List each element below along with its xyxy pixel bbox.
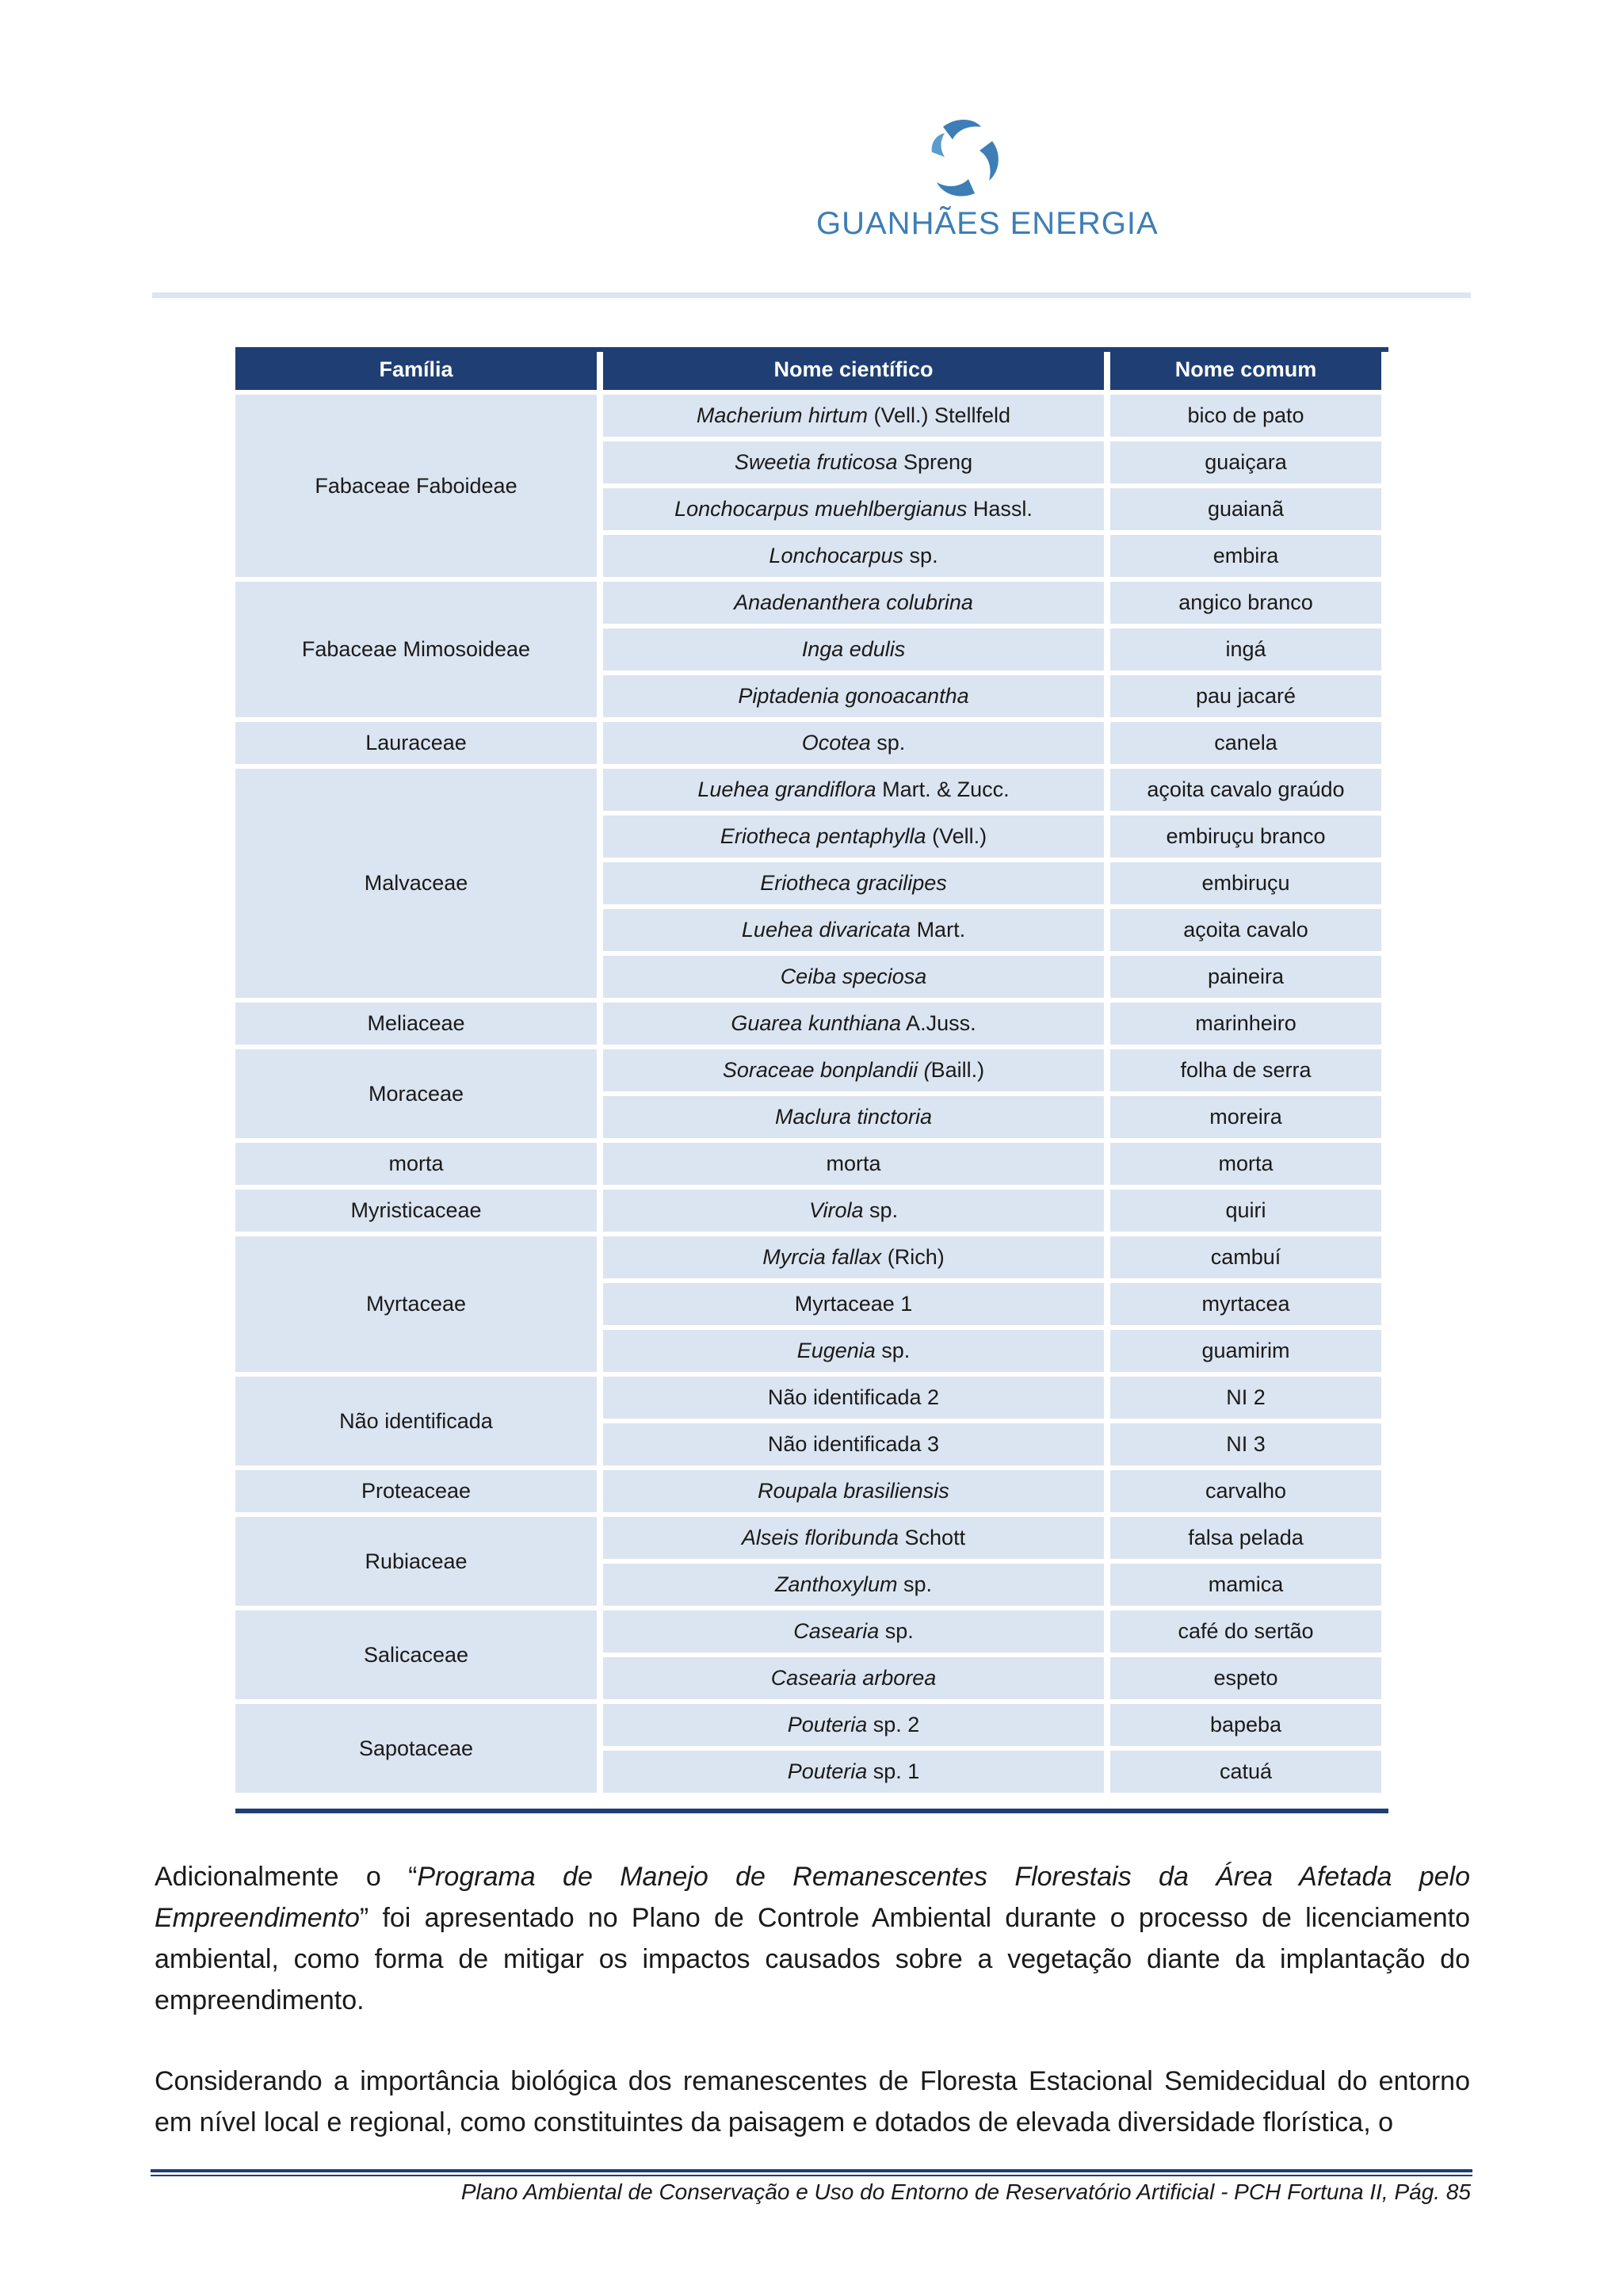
scientific-name-cell	[603, 1283, 1104, 1325]
common-name-cell: bapeba	[1110, 1704, 1381, 1746]
scientific-name-cell	[603, 1049, 1104, 1091]
scientific-name-italic: Ceiba speciosa	[780, 965, 927, 988]
table-row	[235, 1470, 1381, 1512]
scientific-name-author: sp.	[875, 1339, 911, 1362]
scientific-name-italic: Myrcia fallax	[762, 1245, 882, 1269]
scientific-name-author: (Vell.)	[926, 824, 987, 848]
family-cell: Fabaceae Mimosoideae	[235, 582, 597, 717]
table-row	[235, 395, 1381, 437]
footer-document-title: Plano Ambiental de Conservação e Uso do Entorno de Reservatório Artificial - PCH Fortuna II, Pág. 85	[460, 2179, 1471, 2204]
family-cell: Salicaceae	[235, 1610, 597, 1699]
scientific-name-author: sp.	[863, 1198, 899, 1222]
header-divider	[152, 292, 1471, 298]
footer-divider-thin	[151, 2175, 1472, 2176]
table-body	[235, 395, 1381, 1793]
program-title: Programa de Manejo de Remanescentes Florestais da Área Afetada pelo Empreendimento	[155, 1862, 1470, 1933]
scientific-name-author: (Vell.) Stellfeld	[867, 403, 1011, 427]
family-cell: Moraceae	[235, 1049, 597, 1138]
common-name-cell: guamirim	[1110, 1330, 1381, 1372]
scientific-name-cell	[603, 1423, 1104, 1465]
scientific-name-author: Não identificada 3	[767, 1432, 940, 1456]
table-row	[235, 582, 1381, 624]
scientific-name-cell	[603, 675, 1104, 717]
common-name-cell: folha de serra	[1110, 1049, 1381, 1091]
scientific-name-italic: Casearia	[793, 1619, 880, 1643]
scientific-name-cell	[603, 535, 1104, 577]
paragraph-program-start: Adicionalmente o “	[155, 1862, 418, 1892]
scientific-name-italic: Virola	[808, 1198, 864, 1222]
common-name-cell: NI 2	[1110, 1377, 1381, 1419]
column-header-family: Família	[235, 349, 597, 390]
paragraph-program	[155, 1856, 1470, 2021]
scientific-name-cell	[603, 816, 1104, 858]
table-row	[235, 1236, 1381, 1278]
common-name-cell: cambuí	[1110, 1236, 1381, 1278]
common-name-cell: embiruçu branco	[1110, 816, 1381, 858]
family-cell: Fabaceae Faboideae	[235, 395, 597, 577]
common-name-cell: embiruçu	[1110, 862, 1381, 904]
common-name-cell: bico de pato	[1110, 395, 1381, 437]
common-name-cell: carvalho	[1110, 1470, 1381, 1512]
table-row	[235, 1704, 1381, 1746]
scientific-name-author: Spreng	[897, 450, 973, 474]
table-row	[235, 1003, 1381, 1045]
scientific-name-cell	[603, 1564, 1104, 1606]
scientific-name-cell	[603, 1096, 1104, 1138]
scientific-name-italic: Anadenanthera colubrina	[734, 590, 973, 614]
scientific-name-cell	[603, 1610, 1104, 1652]
scientific-name-italic: Soraceae bonplandii (	[722, 1058, 931, 1082]
common-name-cell: açoita cavalo graúdo	[1110, 769, 1381, 811]
common-name-cell: café do sertão	[1110, 1610, 1381, 1652]
scientific-name-cell	[603, 769, 1104, 811]
family-cell: morta	[235, 1143, 597, 1185]
scientific-name-italic: Zanthoxylum	[774, 1572, 898, 1596]
species-table	[229, 344, 1388, 1797]
scientific-name-author: Myrtaceae 1	[794, 1292, 913, 1316]
family-cell: Não identificada	[235, 1377, 597, 1465]
common-name-cell: paineira	[1110, 956, 1381, 998]
table-row	[235, 1143, 1381, 1185]
common-name-cell: mamica	[1110, 1564, 1381, 1606]
scientific-name-italic: Inga edulis	[801, 637, 906, 661]
common-name-cell: pau jacaré	[1110, 675, 1381, 717]
family-cell: Sapotaceae	[235, 1704, 597, 1793]
common-name-cell: embira	[1110, 535, 1381, 577]
family-cell: Myrtaceae	[235, 1236, 597, 1372]
family-cell: Lauraceae	[235, 722, 597, 764]
scientific-name-italic: Casearia arborea	[770, 1666, 937, 1690]
scientific-name-cell	[603, 628, 1104, 670]
family-cell: Meliaceae	[235, 1003, 597, 1045]
scientific-name-cell	[603, 395, 1104, 437]
scientific-name-author: (Rich)	[881, 1245, 945, 1269]
scientific-name-cell	[603, 956, 1104, 998]
table-row	[235, 769, 1381, 811]
family-cell: Malvaceae	[235, 769, 597, 998]
scientific-name-cell	[603, 1470, 1104, 1512]
common-name-cell: guaiçara	[1110, 441, 1381, 483]
logo-text: GUANHÃES ENERGIA	[816, 206, 1159, 241]
scientific-name-cell	[603, 1003, 1104, 1045]
table-row	[235, 722, 1381, 764]
scientific-name-cell	[603, 582, 1104, 624]
scientific-name-italic: Luehea divaricata	[741, 918, 911, 942]
common-name-cell: catuá	[1110, 1751, 1381, 1793]
species-table-wrapper	[235, 349, 1388, 1797]
table-row	[235, 1610, 1381, 1652]
common-name-cell: angico branco	[1110, 582, 1381, 624]
scientific-name-italic: Eriotheca pentaphylla	[720, 824, 926, 848]
scientific-name-italic: Pouteria	[787, 1759, 868, 1783]
scientific-name-cell	[603, 722, 1104, 764]
table-row	[235, 1377, 1381, 1419]
scientific-name-italic: Luehea grandiflora	[697, 777, 876, 801]
scientific-name-cell	[603, 1657, 1104, 1699]
scientific-name-cell	[603, 1190, 1104, 1232]
scientific-name-cell	[603, 488, 1104, 530]
scientific-name-cell	[603, 441, 1104, 483]
table-row	[235, 1049, 1381, 1091]
common-name-cell: guaianã	[1110, 488, 1381, 530]
scientific-name-author: sp.	[903, 544, 938, 567]
scientific-name-italic: Lonchocarpus muehlbergianus	[674, 497, 968, 521]
scientific-name-author: Não identificada 2	[767, 1385, 940, 1409]
common-name-cell: canela	[1110, 722, 1381, 764]
scientific-name-italic: Eriotheca gracilipes	[760, 871, 947, 895]
table-row	[235, 1190, 1381, 1232]
scientific-name-cell	[603, 909, 1104, 951]
scientific-name-author: sp. 1	[867, 1759, 920, 1783]
table-bottom-border	[235, 1809, 1388, 1813]
family-cell: Rubiaceae	[235, 1517, 597, 1606]
scientific-name-cell	[603, 1236, 1104, 1278]
scientific-name-cell	[603, 862, 1104, 904]
scientific-name-italic: Piptadenia gonoacantha	[738, 684, 969, 708]
paragraph-considering: Considerando a importância biológica dos remanescentes de Floresta Estacional Semidecidual do entorno em nível local e regional, como constituintes da paisagem e dotados de elevada diversidade florística, o	[155, 2066, 1470, 2137]
scientific-name-italic: Roupala brasiliensis	[758, 1479, 949, 1503]
scientific-name-cell	[603, 1143, 1104, 1185]
scientific-name-italic: Lonchocarpus	[769, 544, 904, 567]
scientific-name-italic: Eugenia	[796, 1339, 876, 1362]
scientific-name-cell	[603, 1751, 1104, 1793]
common-name-cell: NI 3	[1110, 1423, 1381, 1465]
family-cell: Proteaceae	[235, 1470, 597, 1512]
scientific-name-italic: Sweetia fruticosa	[734, 450, 898, 474]
company-logo	[816, 95, 1159, 254]
table-header-row	[235, 349, 1381, 390]
common-name-cell: morta	[1110, 1143, 1381, 1185]
scientific-name-cell	[603, 1330, 1104, 1372]
scientific-name-cell	[603, 1704, 1104, 1746]
logo-swirl-icon	[919, 111, 1014, 206]
scientific-name-author: Mart. & Zucc.	[876, 777, 1010, 801]
scientific-name-author: Schott	[899, 1526, 966, 1549]
scientific-name-author: Baill.)	[930, 1058, 985, 1082]
column-header-scientific-name: Nome científico	[603, 349, 1104, 390]
scientific-name-author: Hassl.	[967, 497, 1033, 521]
scientific-name-author: sp. 2	[867, 1713, 920, 1736]
scientific-name-cell	[603, 1517, 1104, 1559]
common-name-cell: quiri	[1110, 1190, 1381, 1232]
table-row	[235, 1517, 1381, 1559]
scientific-name-author: sp.	[870, 731, 906, 755]
common-name-cell: espeto	[1110, 1657, 1381, 1699]
common-name-cell: falsa pelada	[1110, 1517, 1381, 1559]
paragraph-program-end: ” foi apresentado no Plano de Controle Ambiental durante o processo de licenciamento ambiental, como forma de mitigar os impactos causados sobre a vegetação diante da implantação do empreendimento.	[155, 1903, 1470, 2015]
column-header-common-name: Nome comum	[1110, 349, 1381, 390]
scientific-name-italic: Maclura tinctoria	[774, 1105, 933, 1129]
scientific-name-italic: Guarea kunthiana	[731, 1011, 902, 1035]
footer-divider-thick	[151, 2169, 1472, 2172]
scientific-name-italic: Pouteria	[787, 1713, 868, 1736]
scientific-name-author: morta	[826, 1152, 881, 1175]
common-name-cell: ingá	[1110, 628, 1381, 670]
scientific-name-author: sp.	[897, 1572, 933, 1596]
common-name-cell: açoita cavalo	[1110, 909, 1381, 951]
family-cell: Myristicaceae	[235, 1190, 597, 1232]
common-name-cell: myrtacea	[1110, 1283, 1381, 1325]
scientific-name-cell	[603, 1377, 1104, 1419]
scientific-name-italic: Ocotea	[801, 731, 871, 755]
common-name-cell: marinheiro	[1110, 1003, 1381, 1045]
scientific-name-italic: Macherium hirtum	[696, 403, 868, 427]
scientific-name-author: Mart.	[911, 918, 966, 942]
common-name-cell: moreira	[1110, 1096, 1381, 1138]
scientific-name-author: A.Juss.	[901, 1011, 976, 1035]
scientific-name-author: sp.	[879, 1619, 914, 1643]
scientific-name-italic: Alseis floribunda	[741, 1526, 899, 1549]
